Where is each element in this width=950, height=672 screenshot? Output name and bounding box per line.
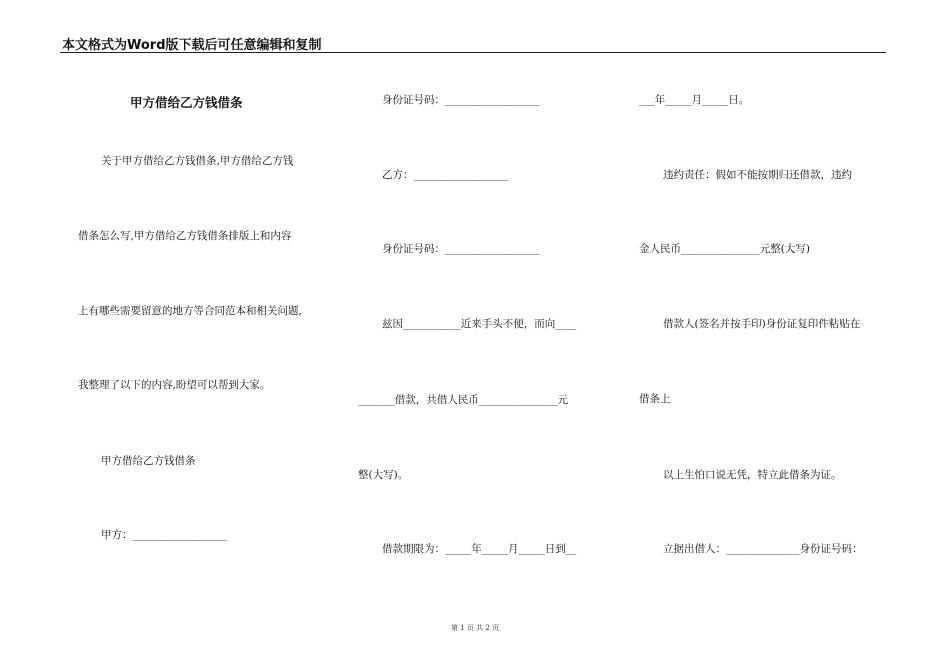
col1-paragraph-4: 我整理了以下的内容,盼望可以帮到大家。 [78,379,271,391]
col2-paragraph-6: 整(大写)。 [358,469,409,481]
col2-paragraph-3: 身份证号码：__________________ [382,243,540,255]
col3-paragraph-3: 金人民币_______________元整(大写) [639,243,810,255]
col3-paragraph-6: 以上生怕口说无凭，特立此借条为证。 [663,469,842,481]
col2-paragraph-2: 乙方：__________________ [382,169,508,181]
document-header: 本文格式为Word版下载后可任意编辑和复制 [62,38,322,53]
col1-paragraph-6: 甲方：__________________ [101,529,227,541]
page-footer: 第 1 页 共 2 页 [450,624,500,632]
col1-paragraph-5: 甲方借给乙方钱借条 [101,455,196,467]
col3-paragraph-2: 违约责任：假如不能按期归还借款，违约 [663,169,852,181]
col3-paragraph-5: 借条上 [639,393,671,405]
col1-paragraph-2: 借条怎么写,甲方借给乙方钱借条排版上和内容 [78,230,292,242]
col2-paragraph-1: 身份证号码：__________________ [382,94,540,106]
col3-paragraph-7: 立据出借人：______________身份证号码： [663,543,863,555]
col2-paragraph-4: 兹因___________近来手头不便，而向____ [382,318,577,330]
col2-paragraph-7: 借款期限为：_____年_____月_____日到__ [382,543,577,555]
document-title: 甲方借给乙方钱借条 [130,95,243,110]
col3-paragraph-4: 借款人(签名并按手印)身份证复印件粘贴在 [663,318,861,330]
col3-paragraph-1: ___年_____月_____日。 [639,94,750,106]
col2-paragraph-5: _______借款，共借人民币_______________元 [358,394,568,406]
col1-paragraph-3: 上有哪些需要留意的地方等合同范本和相关问题, [78,305,302,317]
col1-paragraph-1: 关于甲方借给乙方钱借条,甲方借给乙方钱 [101,155,294,167]
header-rule [60,52,886,53]
